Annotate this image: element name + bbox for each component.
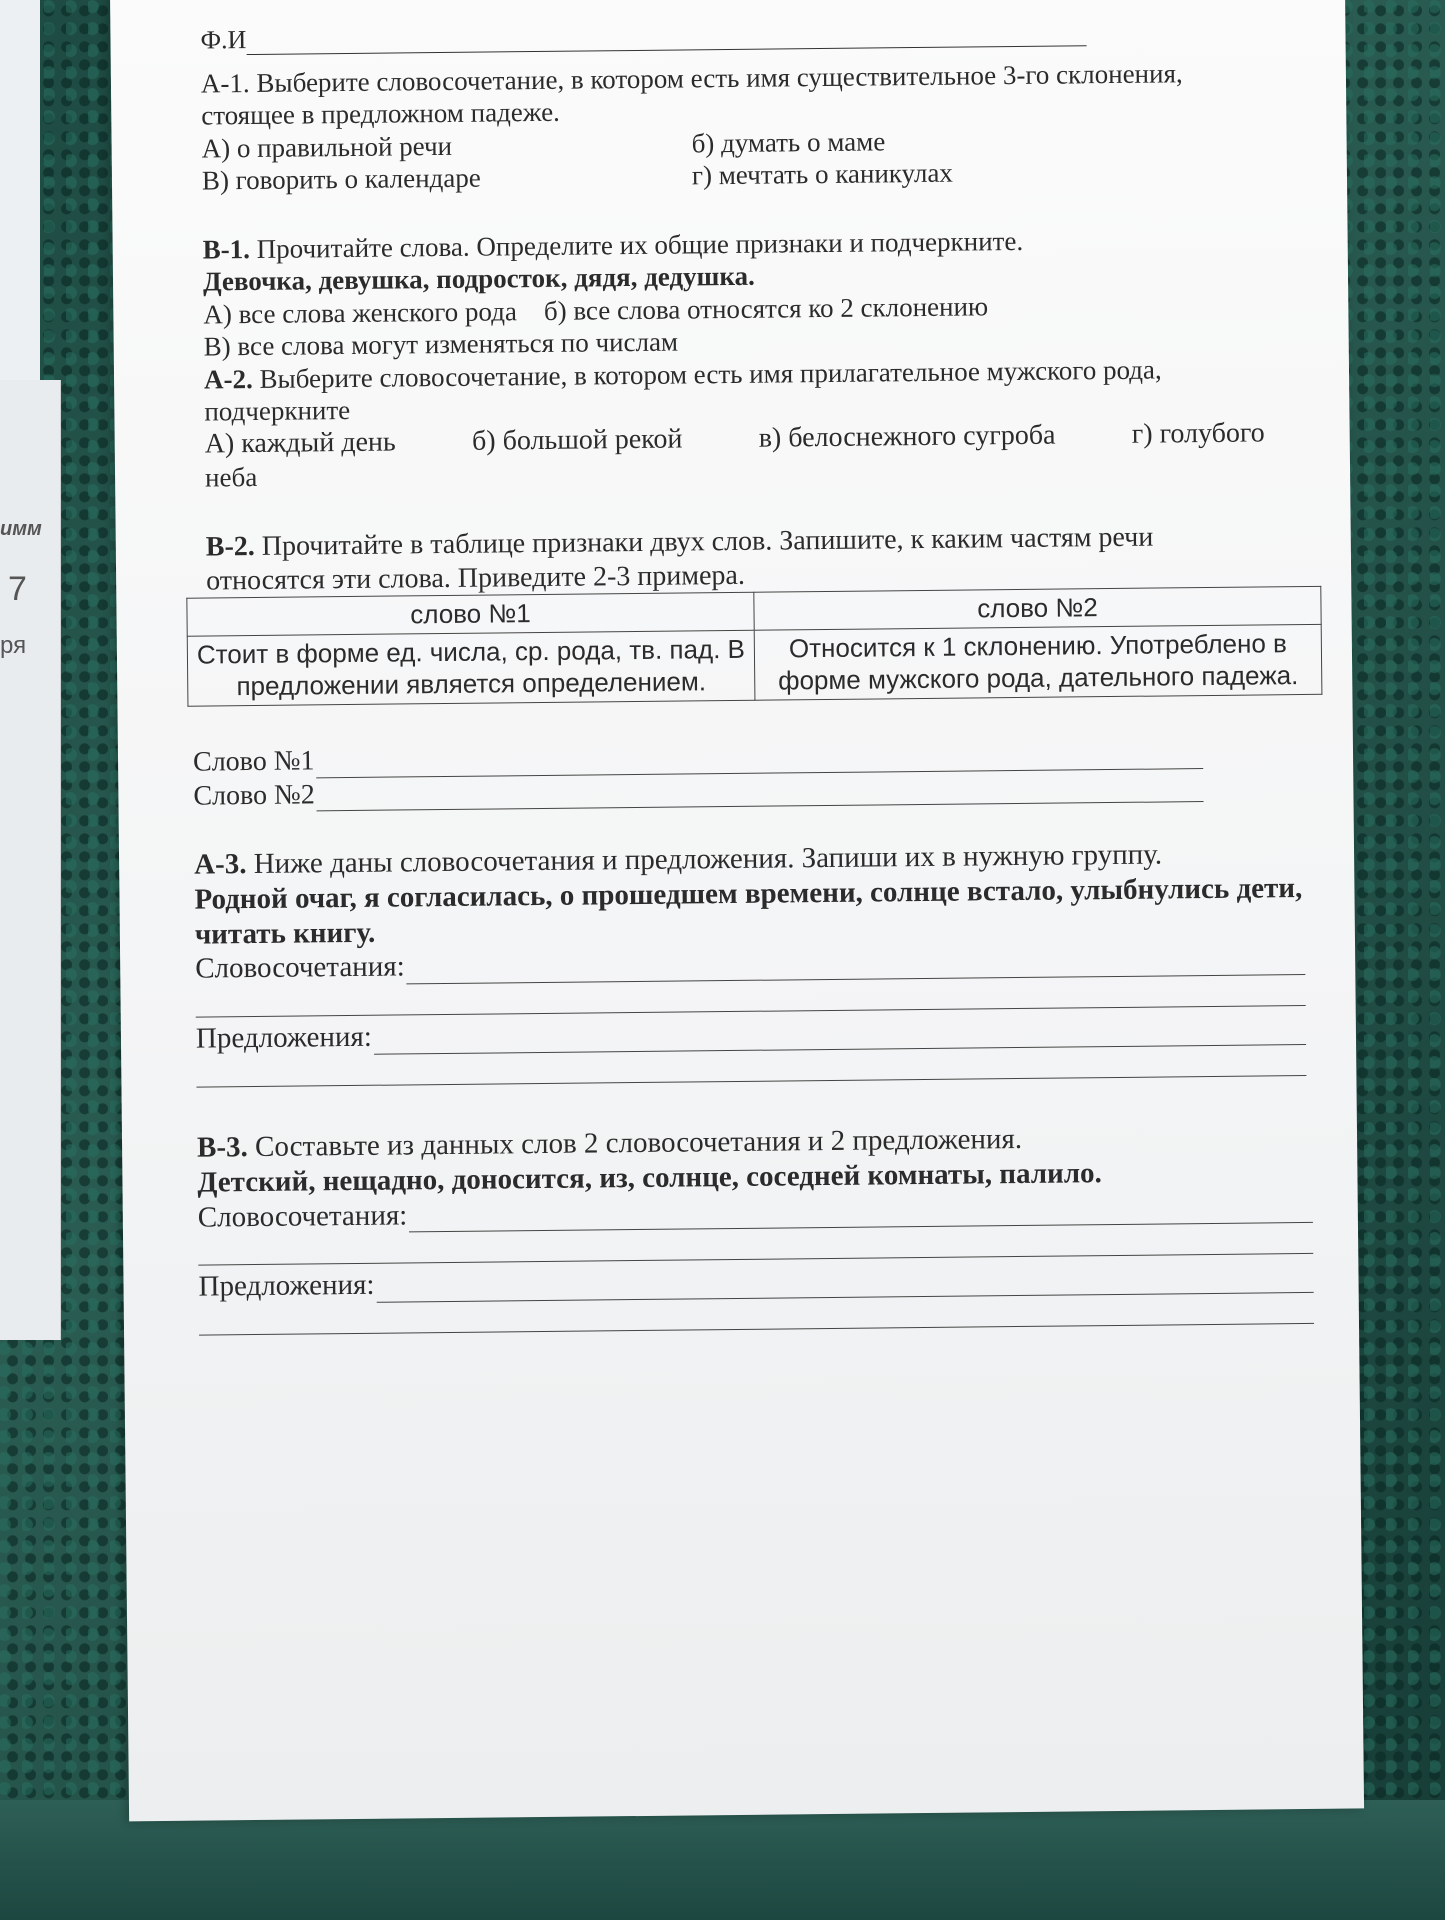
task-a2-option-c: в) белоснежного сугроба	[758, 419, 1056, 455]
task-b2-question: Прочитайте в таблице признаки двух слов. Запишите, к каким частям речи относятся эти слова. Приведите 2-3 примера.	[205, 521, 1154, 597]
task-a1-number: А-1	[200, 68, 244, 99]
task-a1-option-b: б) думать о маме	[691, 126, 886, 159]
task-b1-option-b: б) все слова относятся ко 2 склонению	[543, 291, 989, 326]
task-a1-option-d: г) мечтать о каникулах	[691, 157, 954, 191]
side-fragment-1: имм	[0, 518, 42, 540]
task-a1	[201, 56, 1262, 197]
answer-label-word-1: Слово №1	[192, 745, 315, 778]
task-b3-phrases-label: Словосочетания:	[197, 1199, 408, 1234]
worksheet-page	[110, 0, 1364, 1821]
task-a2-option-b: б) большой рекой	[471, 423, 683, 458]
side-fragment-3: ря	[0, 632, 27, 659]
name-line	[246, 23, 1086, 55]
task-a3-question: Ниже даны словосочетания и предложения. Запиши их в нужную группу.	[246, 838, 1163, 881]
task-b2	[206, 519, 1267, 597]
task-a2-question: Выберите словосочетание, в котором есть имя прилагательное мужского рода, подчеркните	[204, 354, 1162, 427]
task-a3-phrases-label: Словосочетания:	[195, 950, 405, 986]
task-b2-text	[206, 519, 1267, 597]
features-table-header-word-2: слово №2	[754, 586, 1321, 629]
features-table-cell-word-1: Стоит в форме ед. числа, ср. рода, тв. пад. В предложении является определением.	[187, 630, 755, 706]
task-b3-words: Детский, нещадно, доносится, из, солнце, соседней комнаты, палило.	[197, 1156, 1102, 1199]
features-table-header-word-1: слово №1	[187, 592, 754, 635]
task-a1-option-c: В) говорить о календаре	[201, 162, 481, 196]
answer-rule	[317, 777, 1204, 811]
task-b3-sentences-label: Предложения:	[198, 1269, 375, 1303]
task-a2-option-d-continued: неба	[204, 461, 258, 493]
features-table-row	[187, 624, 1322, 706]
task-a3-sentences-label: Предложения:	[195, 1020, 373, 1055]
task-a3-words: Родной очаг, я согласилась, о прошедшем времени, солнце встало, улыбнулись дети, читать книгу.	[194, 871, 1303, 951]
task-b2-answers	[193, 735, 1204, 813]
task-b1-question: Прочитайте слова. Определите их общие признаки и подчеркните.	[249, 225, 1024, 265]
name-label: Ф.И	[200, 25, 247, 55]
task-a2-option-a: А) каждый день	[204, 426, 396, 460]
side-fragment-2: 7	[8, 570, 27, 608]
task-b3	[197, 1119, 1314, 1336]
task-b1-option-c: В) все слова могут изменяться по числам	[203, 326, 679, 362]
task-a3	[194, 836, 1306, 1088]
task-a2-text	[204, 352, 1265, 428]
task-b3-number: В-3.	[196, 1131, 249, 1164]
task-a1-option-a: А) о правильной речи	[201, 130, 453, 164]
task-b2-number: В-2.	[205, 530, 255, 563]
features-table	[186, 586, 1322, 706]
answer-label-word-2: Слово №2	[193, 778, 315, 812]
features-table-cell-word-2: Относится к 1 склонению. Употреблено в форме мужского рода, дательного падежа.	[754, 624, 1322, 700]
task-a1-question: . Выберите словосочетание, в котором есть имя существительное 3-го склонения, стоящее в предложном падеже.	[201, 58, 1183, 131]
task-b3-question: Составьте из данных слов 2 словосочетания и 2 предложения.	[247, 1122, 1023, 1164]
task-b1-option-a: А) все слова женского рода	[203, 296, 518, 330]
task-a2-option-d: г) голубого	[1131, 417, 1265, 451]
name-field	[200, 16, 1086, 55]
task-b1-number: В-1.	[202, 234, 251, 265]
task-a3-number: А-3.	[193, 848, 247, 881]
task-b1-words: Девочка, девушка, подросток, дядя, дедушка.	[202, 261, 755, 297]
task-a2-number: А-2.	[203, 363, 253, 395]
task-b1	[203, 222, 1266, 493]
task-a1-text	[201, 56, 1262, 132]
background-sheet-top	[0, 0, 40, 390]
